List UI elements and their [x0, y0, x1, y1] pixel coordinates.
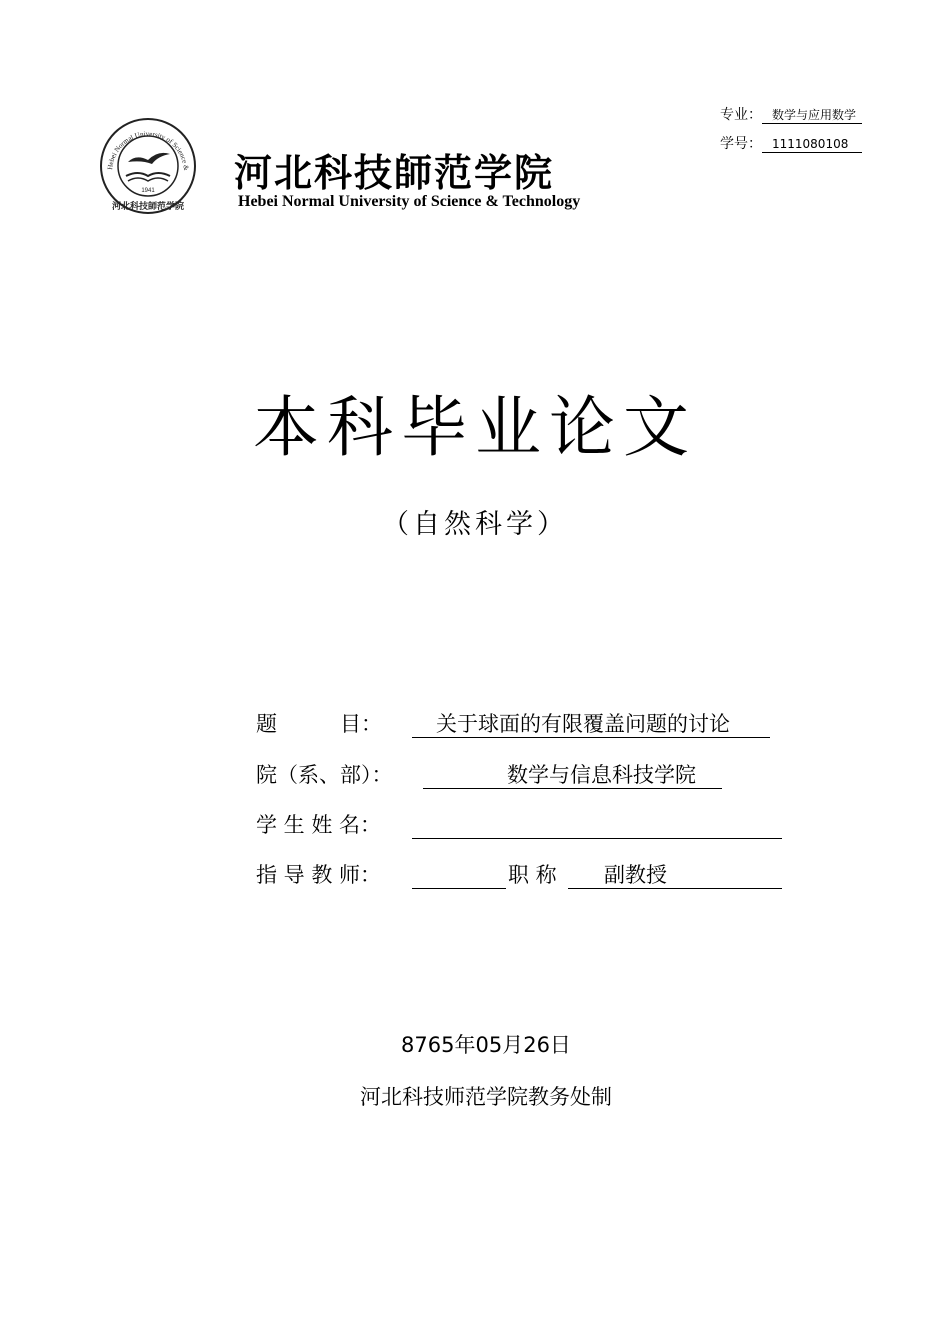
student-id-label: 学号：	[720, 136, 762, 152]
page-subtitle: （自然科学）	[382, 509, 568, 540]
department-value: 数学与信息科技学院	[507, 763, 696, 787]
issuer: 河北科技师范学院教务处制	[360, 1085, 612, 1109]
rank-underline	[568, 860, 782, 889]
rank-label: 职 称	[508, 863, 557, 887]
date: 8765年05月26日	[401, 1033, 571, 1057]
major-value: 数学与应用数学	[762, 108, 862, 124]
student-id-value: 1111080108	[762, 137, 862, 153]
page-title: 本科毕业论文	[253, 389, 697, 466]
topic-underline	[412, 709, 770, 738]
school-name-cn: 河北科技師范学院	[234, 150, 555, 195]
student-id-field	[720, 133, 862, 153]
major-field	[720, 104, 862, 124]
svg-text:Hebei Normal University of Sci: Hebei Normal University of Science &	[106, 129, 191, 171]
student-name-label: 学 生 姓 名：	[256, 813, 382, 837]
topic-value: 关于球面的有限覆盖问题的讨论	[436, 712, 730, 736]
department-label: 院（系、部）：	[256, 763, 393, 787]
svg-text:河北科技師范学院: 河北科技師范学院	[111, 202, 185, 212]
university-seal-logo	[96, 116, 200, 216]
student-name-underline	[412, 810, 782, 839]
department-underline	[423, 760, 722, 789]
school-name-en: Hebei Normal University of Science & Technology	[238, 193, 581, 210]
topic-label: 题 目：	[256, 712, 382, 736]
svg-text:1941: 1941	[141, 188, 155, 194]
rank-value: 副教授	[604, 863, 667, 887]
major-label: 专业：	[720, 107, 762, 123]
advisor-underline	[412, 860, 506, 889]
advisor-label: 指 导 教 师：	[256, 863, 382, 887]
